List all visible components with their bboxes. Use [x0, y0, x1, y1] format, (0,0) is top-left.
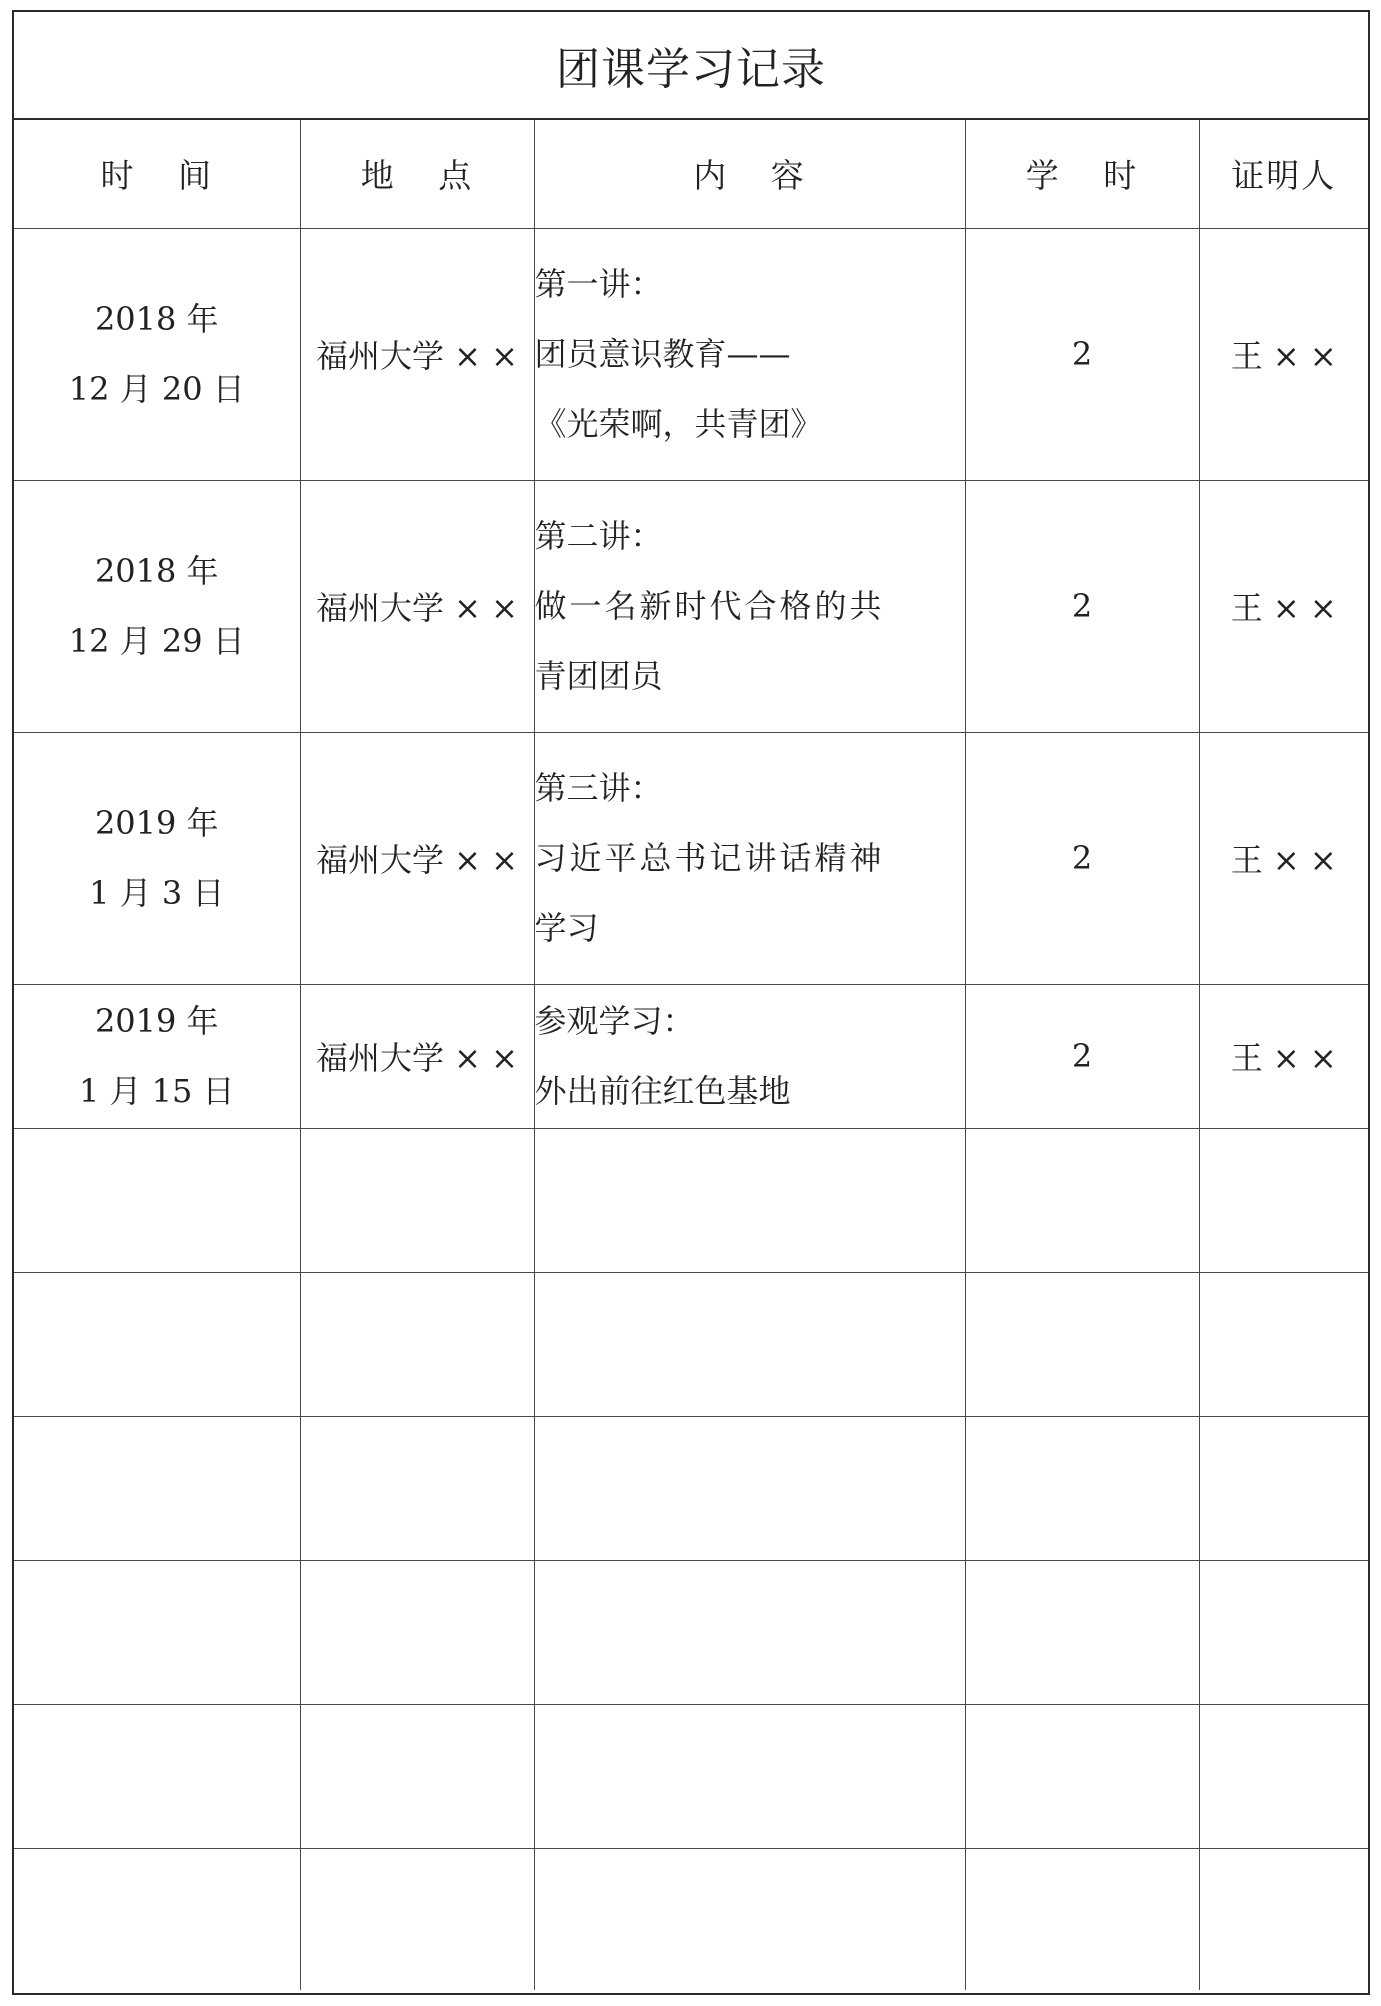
empty-cell[interactable]	[965, 1272, 1199, 1416]
content-line: 青团团员	[534, 657, 663, 695]
content-line: 《光荣啊，共青团》	[534, 405, 823, 443]
date-day: 1 月 15 日	[78, 1072, 235, 1110]
date-cell	[14, 228, 300, 480]
empty-cell[interactable]	[534, 1704, 965, 1848]
witness-cell: 王 × ×	[1199, 480, 1368, 732]
header-witness: 证明人	[1199, 120, 1368, 228]
date-year: 2019 年	[94, 1002, 219, 1040]
hours-cell: 2	[965, 480, 1199, 732]
date-day: 12 月 20 日	[68, 370, 245, 408]
table-row	[14, 984, 1368, 1128]
date-cell	[14, 480, 300, 732]
content-line: 外出前往红色基地	[534, 1072, 791, 1110]
empty-cell[interactable]	[300, 1560, 534, 1704]
witness-cell: 王 × ×	[1199, 984, 1368, 1128]
content-line: 做一名新时代合格的共	[534, 587, 885, 625]
place-cell: 福州大学 × ×	[300, 732, 534, 984]
empty-cell[interactable]	[1199, 1704, 1368, 1848]
empty-cell[interactable]	[300, 1848, 534, 1990]
place-cell: 福州大学 × ×	[300, 228, 534, 480]
empty-cell[interactable]	[14, 1128, 300, 1272]
place-cell: 福州大学 × ×	[300, 480, 534, 732]
table-row	[14, 732, 1368, 984]
empty-cell[interactable]	[534, 1560, 965, 1704]
empty-cell[interactable]	[14, 1704, 300, 1848]
empty-cell[interactable]	[14, 1848, 300, 1990]
witness-cell: 王 × ×	[1199, 228, 1368, 480]
place-cell: 福州大学 × ×	[300, 984, 534, 1128]
empty-cell[interactable]	[965, 1704, 1199, 1848]
empty-cell[interactable]	[14, 1560, 300, 1704]
date-year: 2019 年	[94, 804, 219, 842]
content-line: 参观学习：	[534, 1002, 695, 1040]
study-record-form	[12, 10, 1370, 1995]
empty-cell[interactable]	[965, 1416, 1199, 1560]
empty-cell[interactable]	[1199, 1128, 1368, 1272]
table-row	[14, 480, 1368, 732]
witness-cell: 王 × ×	[1199, 732, 1368, 984]
content-cell	[534, 984, 965, 1128]
date-day: 12 月 29 日	[68, 622, 245, 660]
content-cell	[534, 228, 965, 480]
hours-cell: 2	[965, 984, 1199, 1128]
content-cell	[534, 732, 965, 984]
date-cell	[14, 732, 300, 984]
empty-cell[interactable]	[534, 1416, 965, 1560]
content-line: 第二讲：	[534, 517, 663, 555]
empty-cell[interactable]	[965, 1848, 1199, 1990]
table-row	[14, 228, 1368, 480]
form-title: 团课学习记录	[14, 12, 1368, 120]
empty-cell[interactable]	[965, 1560, 1199, 1704]
content-line: 第一讲：	[534, 265, 663, 303]
empty-cell[interactable]	[300, 1128, 534, 1272]
empty-cell[interactable]	[1199, 1272, 1368, 1416]
empty-row	[14, 1416, 1368, 1560]
empty-cell[interactable]	[1199, 1416, 1368, 1560]
content-line: 第三讲：	[534, 769, 663, 807]
empty-cell[interactable]	[1199, 1560, 1368, 1704]
empty-row	[14, 1848, 1368, 1990]
empty-cell[interactable]	[534, 1848, 965, 1990]
date-year: 2018 年	[94, 552, 219, 590]
empty-cell[interactable]	[1199, 1848, 1368, 1990]
empty-cell[interactable]	[14, 1416, 300, 1560]
empty-cell[interactable]	[965, 1128, 1199, 1272]
empty-cell[interactable]	[534, 1272, 965, 1416]
empty-row	[14, 1704, 1368, 1848]
empty-row	[14, 1272, 1368, 1416]
date-cell	[14, 984, 300, 1128]
header-content: 内 容	[534, 120, 965, 228]
content-line: 学习	[534, 909, 599, 947]
empty-cell[interactable]	[300, 1704, 534, 1848]
date-day: 1 月 3 日	[89, 874, 225, 912]
empty-row	[14, 1560, 1368, 1704]
empty-cell[interactable]	[534, 1128, 965, 1272]
content-cell	[534, 480, 965, 732]
content-line: 团员意识教育——	[534, 335, 791, 373]
header-hours: 学 时	[965, 120, 1199, 228]
hours-cell: 2	[965, 732, 1199, 984]
header-time: 时 间	[14, 120, 300, 228]
empty-row	[14, 1128, 1368, 1272]
empty-cell[interactable]	[300, 1416, 534, 1560]
empty-cell[interactable]	[14, 1272, 300, 1416]
empty-cell[interactable]	[300, 1272, 534, 1416]
header-row	[14, 120, 1368, 228]
record-table	[14, 120, 1368, 1990]
content-line: 习近平总书记讲话精神	[534, 839, 885, 877]
date-year: 2018 年	[94, 300, 219, 338]
hours-cell: 2	[965, 228, 1199, 480]
header-place: 地 点	[300, 120, 534, 228]
